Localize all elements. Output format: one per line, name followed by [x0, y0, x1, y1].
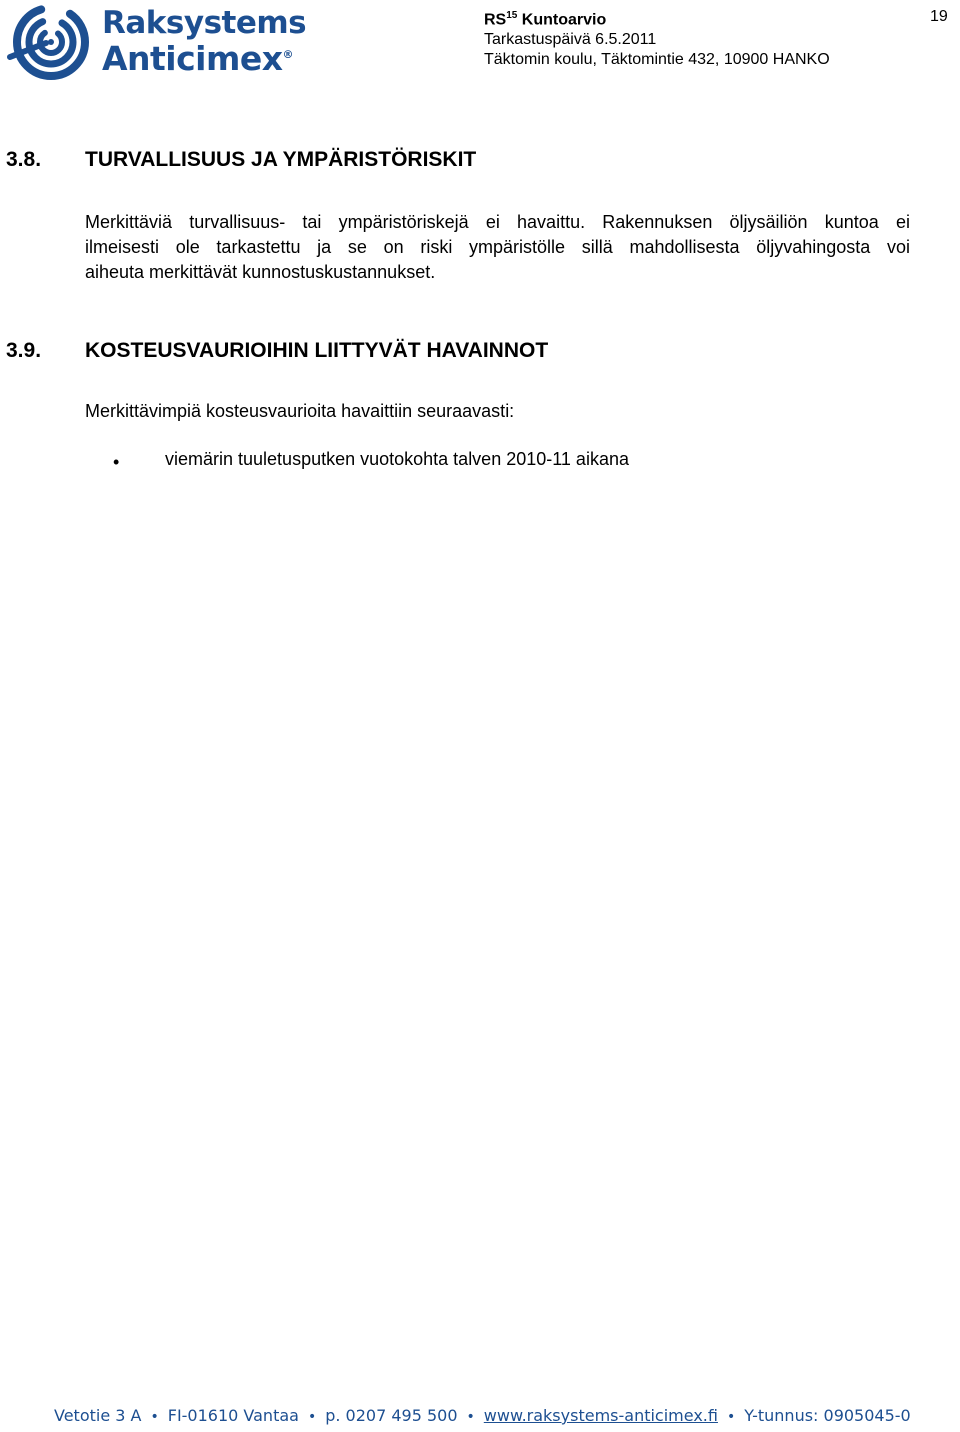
- footer-business-id: Y-tunnus: 0905045-0: [744, 1406, 911, 1425]
- registered-mark: ®: [282, 48, 294, 61]
- list-item: [0, 449, 960, 475]
- footer-separator: •: [726, 1409, 736, 1425]
- footer-phone: p. 0207 495 500: [325, 1406, 458, 1425]
- brand-line-2-text: Anticimex: [102, 39, 283, 78]
- property-address: Täktomin koulu, Täktomintie 432, 10900 HANKO: [484, 51, 830, 69]
- inspection-date: Tarkastuspäivä 6.5.2011: [484, 31, 657, 49]
- section-intro: Merkittävimpiä kosteusvaurioita havaittiin seuraavasti:: [85, 401, 515, 421]
- page-footer: [54, 1406, 954, 1432]
- report-prefix: RS: [484, 11, 507, 29]
- bullet-icon: •: [113, 452, 120, 472]
- footer-website-link[interactable]: www.raksystems-anticimex.fi: [483, 1406, 718, 1425]
- report-suffix: Kuntoarvio: [517, 11, 607, 29]
- section-title: TURVALLISUUS JA YMPÄRISTÖRISKIT: [85, 148, 477, 171]
- company-logo: [6, 3, 306, 81]
- footer-street: Vetotie 3 A: [54, 1406, 142, 1425]
- section-number: 3.9.: [6, 339, 42, 362]
- report-title: [484, 6, 830, 30]
- page-number: 19: [930, 8, 948, 25]
- paragraph-line: aiheuta merkittävät kunnostuskustannukset.: [85, 262, 436, 282]
- paragraph-line: ilmeisesti ole tarkastettu ja se on riski ympäristölle sillä mahdollisesta öljyvahingosta voi: [85, 237, 910, 257]
- section-title: KOSTEUSVAURIOIHIN LIITTYVÄT HAVAINNOT: [85, 339, 549, 362]
- brand-line-1: Raksystems: [102, 5, 307, 41]
- footer-separator: •: [466, 1409, 475, 1425]
- footer-postal: FI-01610 Vantaa: [167, 1406, 299, 1425]
- brand-line-2: [102, 39, 293, 78]
- report-header: [484, 6, 830, 70]
- report-superscript: 15: [506, 10, 518, 21]
- anticimex-spiral-logo-icon: [6, 3, 96, 81]
- section-number: 3.8.: [6, 148, 42, 171]
- section-paragraph: [85, 210, 910, 285]
- footer-separator: •: [150, 1409, 159, 1425]
- list-item-text: viemärin tuuletusputken vuotokohta talven 2010-11 aikana: [165, 449, 629, 469]
- footer-separator: •: [307, 1409, 317, 1425]
- paragraph-line: Merkittäviä turvallisuus- tai ympäristöriskejä ei havaittu. Rakennuksen öljysäiliön kuntoa ei: [85, 212, 910, 232]
